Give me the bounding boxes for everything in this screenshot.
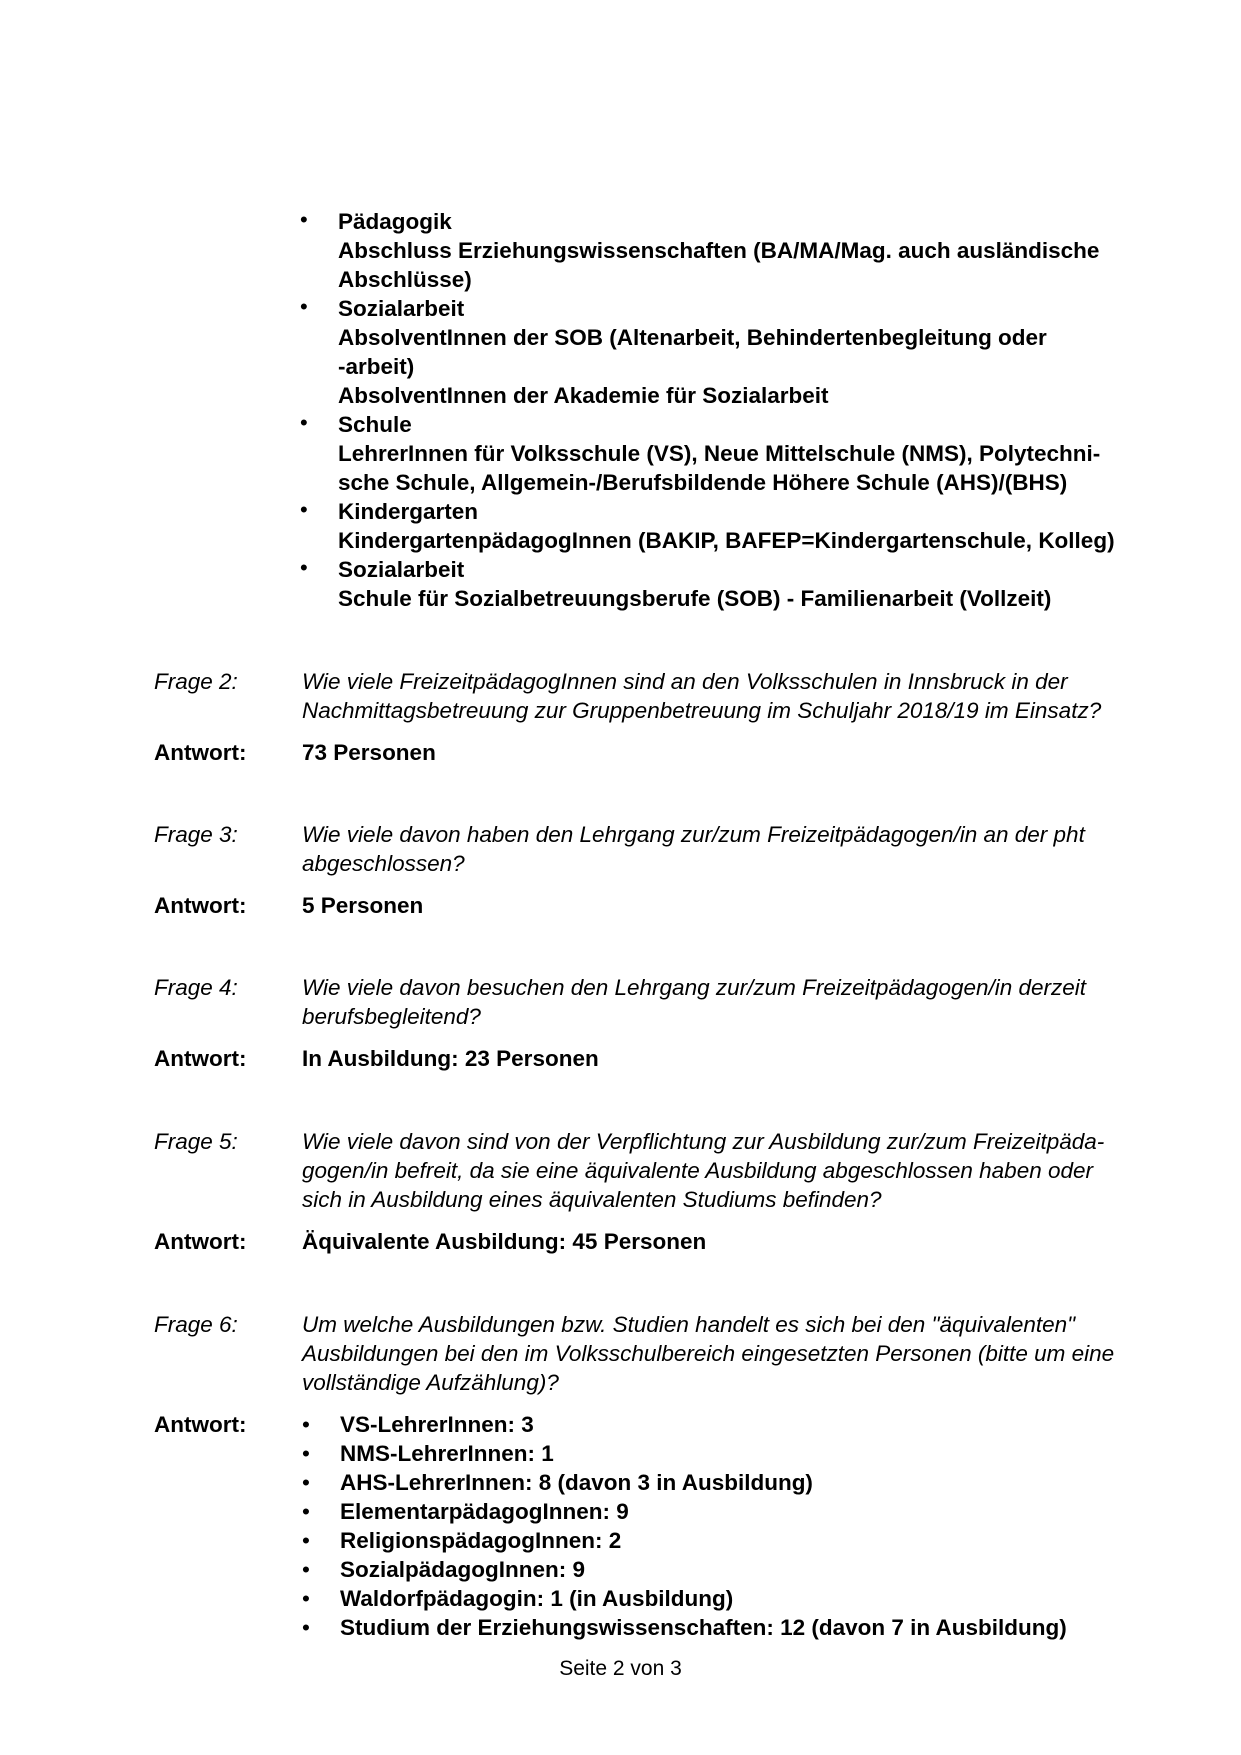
- list-item-title: • Kindergarten: [338, 499, 479, 524]
- answer-text: In Ausbildung: 23 Personen: [302, 1046, 599, 1071]
- list-item: • ReligionspädagogInnen: 2: [302, 1526, 1132, 1555]
- answer-label: Antwort:: [154, 1412, 247, 1437]
- answer-label: Antwort:: [154, 893, 247, 918]
- list-item: • NMS-LehrerInnen: 1: [302, 1439, 1132, 1468]
- list-item: [300, 294, 1180, 410]
- list-item-text: Schule für Sozialbetreuungsberufe (SOB) - Familienarbeit (Vollzeit): [338, 586, 1052, 611]
- answer-text: 5 Personen: [302, 893, 424, 918]
- list-item: • VS-LehrerInnen: 3: [302, 1410, 1132, 1439]
- list-item-text: LehrerInnen für Volksschule (VS), Neue Mittelschule (NMS), Polytechni-: [338, 441, 1101, 466]
- list-item-title: • Sozialarbeit: [338, 557, 465, 582]
- question-text: Wie viele davon sind von der Verpflichtung zur Ausbildung zur/zum Freizeitpäda- gogen/in befreit, da sie eine äquivalente Ausbildung abgeschlossen haben oder sich in Ausbildung eines äquivalenten Studiums befinden?: [302, 1129, 1105, 1212]
- list-item: • Studium der Erziehungswissenschaften: 12 (davon 7 in Ausbildung): [302, 1613, 1132, 1642]
- page-number: Seite 2 von 3: [559, 1657, 682, 1680]
- question-block-5: [154, 1127, 1134, 1256]
- question-label: Frage 6:: [154, 1312, 238, 1337]
- answer-label: Antwort:: [154, 1046, 247, 1071]
- list-item-text: AbsolventInnen der SOB (Altenarbeit, Behindertenbegleitung oder: [338, 325, 1047, 350]
- list-item: • ElementarpädagogInnen: 9: [302, 1497, 1132, 1526]
- list-item-text: -arbeit): [338, 354, 415, 379]
- list-item: [300, 207, 1180, 294]
- list-item: [300, 410, 1180, 497]
- answer-label: Antwort:: [154, 740, 247, 765]
- question-text: Wie viele davon haben den Lehrgang zur/zum Freizeitpädagogen/in an der pht abgeschlossen?: [302, 822, 1085, 876]
- qualification-list: [300, 207, 1180, 613]
- question-label: Frage 3:: [154, 822, 238, 847]
- answer-list-container: [302, 1410, 1132, 1642]
- list-item: [300, 497, 1180, 555]
- answer-text: Äquivalente Ausbildung: 45 Personen: [302, 1229, 707, 1254]
- question-block-6: [154, 1310, 1134, 1642]
- list-item-text: sche Schule, Allgemein-/Berufsbildende Höhere Schule (AHS)/(BHS): [338, 470, 1068, 495]
- answer-label: Antwort:: [154, 1229, 247, 1254]
- list-item: [300, 555, 1180, 613]
- list-item-text: Abschluss Erziehungswissenschaften (BA/MA/Mag. auch ausländische: [338, 238, 1100, 263]
- question-block-2: [154, 667, 1134, 767]
- list-item-title: • Pädagogik: [338, 209, 452, 234]
- answer-text: 73 Personen: [302, 740, 436, 765]
- list-item: • Waldorfpädagogin: 1 (in Ausbildung): [302, 1584, 1132, 1613]
- question-text: Um welche Ausbildungen bzw. Studien handelt es sich bei den "äquivalenten" Ausbildungen bei den im Volksschulbereich eingesetzten Personen (bitte um eine vollständige Aufzählung)?: [302, 1312, 1115, 1395]
- question-block-3: [154, 820, 1134, 920]
- list-item: • AHS-LehrerInnen: 8 (davon 3 in Ausbildung): [302, 1468, 1132, 1497]
- list-item-title: • Schule: [338, 412, 412, 437]
- list-item-title: • Sozialarbeit: [338, 296, 465, 321]
- question-text: Wie viele FreizeitpädagogInnen sind an den Volksschulen in Innsbruck in der Nachmittagsbetreuung zur Gruppenbetreuung im Schuljahr 2018/19 im Einsatz?: [302, 669, 1102, 723]
- list-item: • SozialpädagogInnen: 9: [302, 1555, 1132, 1584]
- question-label: Frage 4:: [154, 975, 238, 1000]
- question-text: Wie viele davon besuchen den Lehrgang zur/zum Freizeitpädagogen/in derzeit berufsbegleitend?: [302, 975, 1087, 1029]
- question-label: Frage 5:: [154, 1129, 238, 1154]
- answer-list: [302, 1410, 1132, 1642]
- list-item-text: Abschlüsse): [338, 267, 472, 292]
- list-item-text: AbsolventInnen der Akademie für Sozialarbeit: [338, 383, 829, 408]
- question-label: Frage 2:: [154, 669, 238, 694]
- list-item-text: KindergartenpädagogInnen (BAKIP, BAFEP=Kindergartenschule, Kolleg): [338, 528, 1115, 553]
- question-block-4: [154, 973, 1134, 1073]
